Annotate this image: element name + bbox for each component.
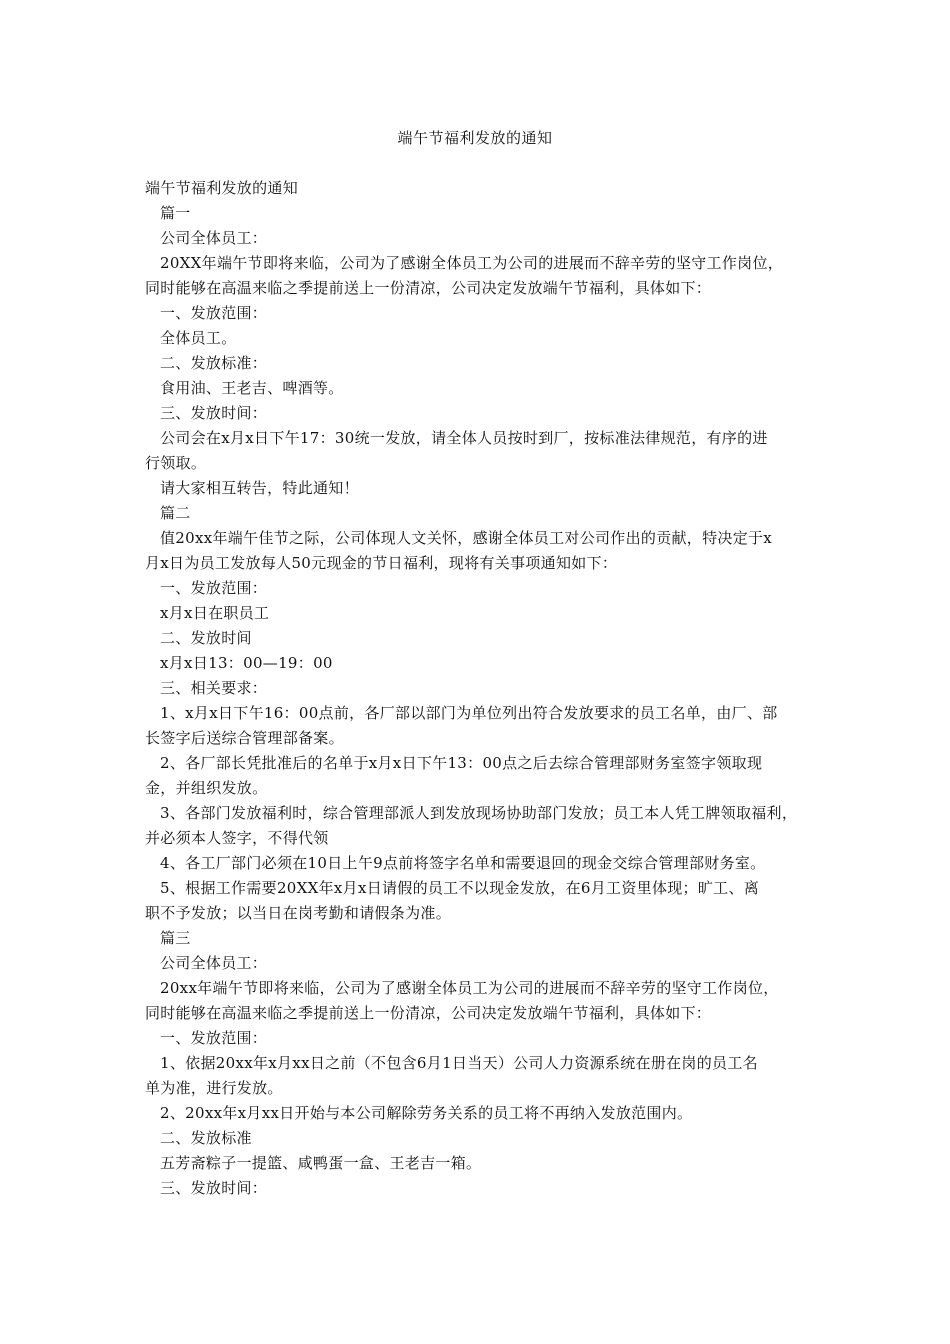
body-line: 三、发放时间： — [160, 404, 268, 422]
body-line: 三、相关要求： — [160, 679, 268, 697]
body-line: 三、发放时间： — [160, 1179, 268, 1197]
body-line: 行领取。 — [145, 454, 207, 472]
body-line: 二、发放标准： — [160, 354, 268, 372]
body-line: 公司全体员工： — [160, 229, 268, 247]
body-line: 公司全体员工： — [160, 954, 268, 972]
body-line: 3、各部门发放福利时，综合管理部派人到发放现场协助部门发放；员工本人凭工牌领取福利， — [160, 804, 798, 822]
body-line: 同时能够在高温来临之季提前送上一份清凉，公司决定发放端午节福利，具体如下： — [145, 1004, 712, 1022]
body-line: 篇二 — [160, 504, 191, 522]
body-line: 值20xx年端午佳节之际，公司体现人文关怀，感谢全体员工对公司作出的贡献，特决定于x — [160, 529, 773, 547]
body-line: 端午节福利发放的通知 — [145, 179, 299, 197]
body-line: 职不予发放；以当日在岗考勤和请假条为准。 — [145, 904, 452, 922]
document-body — [145, 176, 810, 1201]
body-line: 20XX年端午节即将来临，公司为了感谢全体员工为公司的进展而不辞辛劳的坚守工作岗位， — [160, 254, 784, 272]
body-line: 1、x月x日下午16：00点前，各厂部以部门为单位列出符合发放要求的员工名单，由厂、部 — [160, 704, 778, 722]
body-line: 并必须本人签字，不得代领 — [145, 829, 329, 847]
body-line: 一、发放范围： — [160, 1029, 268, 1047]
body-line: 二、发放标准 — [160, 1129, 252, 1147]
document-title: 端午节福利发放的通知 — [397, 129, 553, 147]
body-line: x月x日13：00—19：00 — [160, 654, 333, 672]
body-line: 一、发放范围： — [160, 579, 268, 597]
body-line: 请大家相互转告，特此通知！ — [160, 479, 359, 497]
body-line: 20xx年端午节即将来临，公司为了感谢全体员工为公司的进展而不辞辛劳的坚守工作岗位， — [160, 979, 779, 997]
body-line: 月x日为员工发放每人50元现金的节日福利，现将有关事项通知如下： — [145, 554, 618, 572]
body-line: 单为准，进行发放。 — [145, 1079, 283, 1097]
body-line: 1、依据20xx年x月xx日之前（不包含6月1日当天）公司人力资源系统在册在岗的员工名 — [160, 1054, 758, 1072]
body-line: 食用油、王老吉、啤酒等。 — [160, 379, 344, 397]
body-line: 4、各工厂部门必须在10日上午9点前将签字名单和需要退回的现金交综合管理部财务室。 — [160, 854, 766, 872]
body-line: 五芳斋粽子一提篮、咸鸭蛋一盒、王老吉一箱。 — [160, 1154, 482, 1172]
body-line: 二、发放时间 — [160, 629, 252, 647]
body-line: 一、发放范围： — [160, 304, 268, 322]
body-line: x月x日在职员工 — [160, 604, 270, 622]
body-line: 公司会在x月x日下午17：30统一发放，请全体人员按时到厂，按标准法律规范，有序的进 — [160, 429, 768, 447]
body-line: 全体员工。 — [160, 329, 237, 347]
body-line: 长签字后送综合管理部备案。 — [145, 729, 344, 747]
body-line: 篇一 — [160, 204, 191, 222]
body-line: 2、20xx年x月xx日开始与本公司解除劳务关系的员工将不再纳入发放范围内。 — [160, 1104, 693, 1122]
body-line: 篇三 — [160, 929, 191, 947]
body-line: 同时能够在高温来临之季提前送上一份清凉，公司决定发放端午节福利，具体如下： — [145, 279, 712, 297]
body-line: 5、根据工作需要20XX年x月x日请假的员工不以现金发放，在6月工资里体现；旷工、离 — [160, 879, 760, 897]
body-line: 金，并组织发放。 — [145, 779, 268, 797]
body-line: 2、各厂部长凭批准后的名单于x月x日下午13：00点之后去综合管理部财务室签字领取现 — [160, 754, 763, 772]
